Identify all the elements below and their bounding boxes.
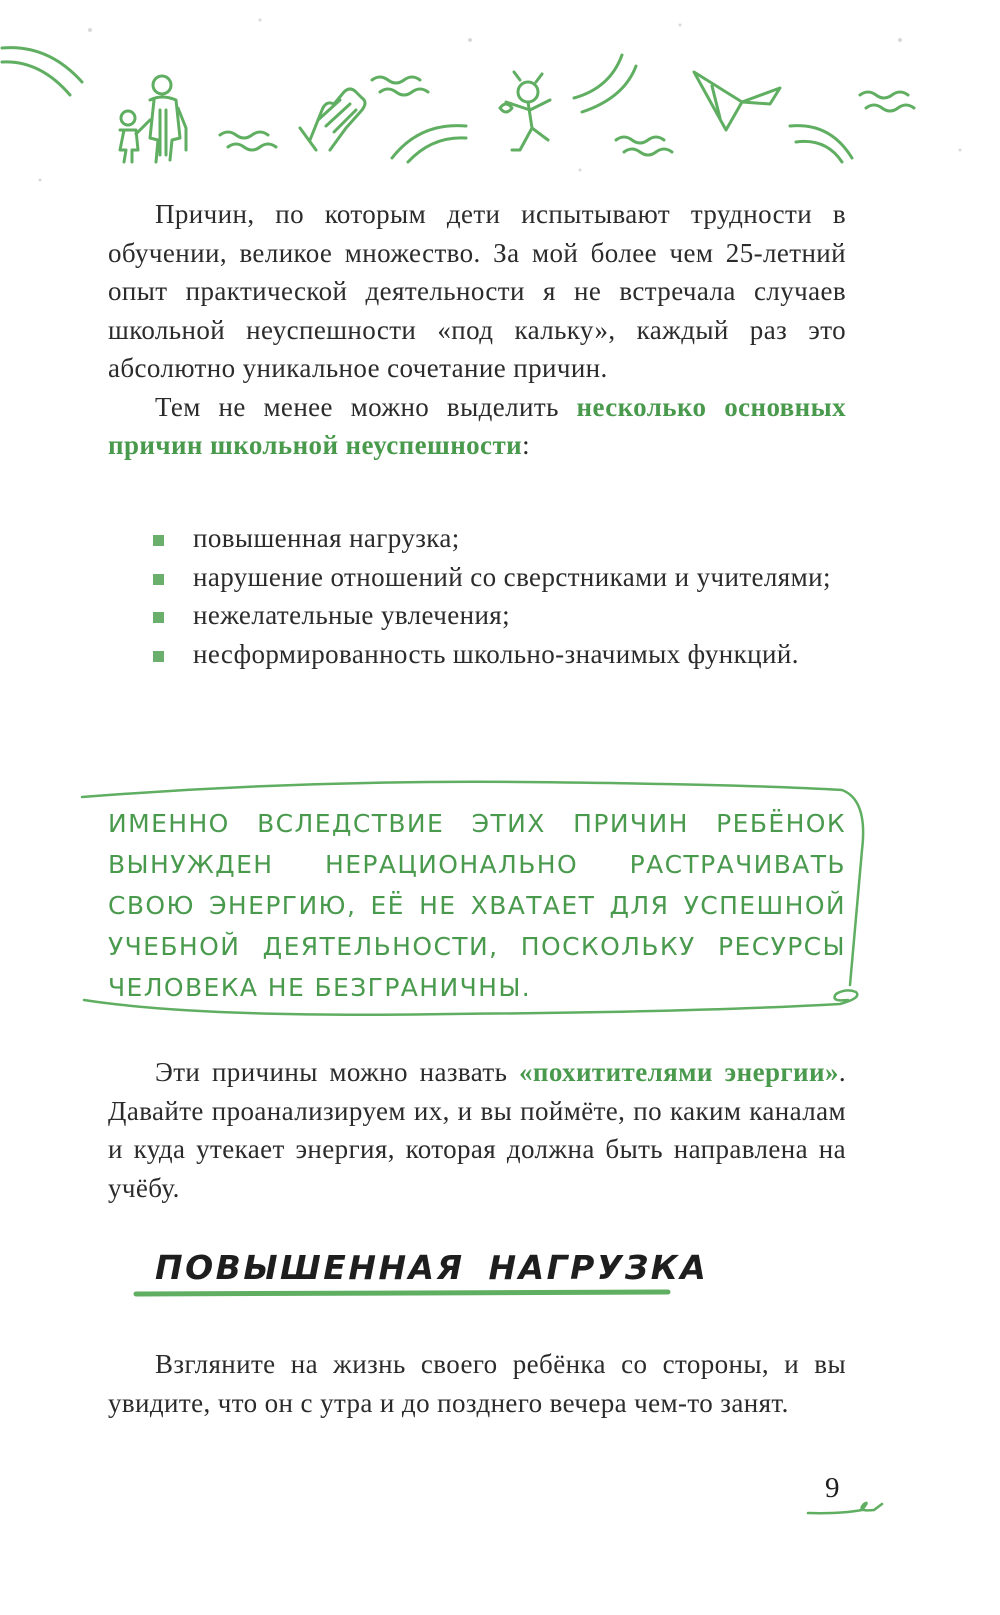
intro-paragraph-1: Причин, по которым дети испытывают трудности в обучении, великое множество. За мой более чем 25-летний опыт практической деятельности я не встречала случаев школьной неуспешности «под кальку», каждый раз это абсолютно уникальное сочетание причин. [108,199,846,383]
dancing-child-icon [500,72,550,150]
bullet-icon [153,535,164,546]
intro-paragraph-2-start: Тем не менее можно выделить [155,391,577,422]
wave-icon [372,77,428,95]
wave-icon [860,92,914,111]
list-item: нарушение отношений со сверстниками и учителями; [108,558,846,597]
section-title: ПОВЫШЕННАЯ НАГРУЗКА [155,1248,709,1287]
arc-icon [2,48,82,95]
paper-bird-icon [694,72,780,130]
section-paragraph: Взгляните на жизнь своего ребёнка со стороны, и вы увидите, что он с утра и до позднего вечера чем-то занят. [108,1349,846,1418]
header-illustrations [0,0,1000,200]
hands-icon [300,89,365,150]
arc-icon [574,55,636,112]
arc-icon [790,126,852,162]
wave-icon [220,132,276,150]
intro-paragraph-2-end: : [522,430,530,460]
section-body [108,1345,846,1422]
thieves-paragraph [108,1053,846,1207]
bullet-icon [153,574,164,585]
causes-list-wrapper [108,519,846,673]
list-item: нежелательные увлечения; [108,596,846,635]
bullet-icon [153,612,164,623]
list-item: повышенная нагрузка; [108,519,846,558]
thieves-end: . Давайте проанализируем их, и вы поймёте, по каким каналам и куда утекает энергия, которая должна быть направлена на учёбу. [108,1057,846,1203]
family-icon [120,76,186,162]
bullet-icon [153,651,164,662]
thieves-text [108,1053,846,1207]
intro-paragraph-2 [108,388,846,465]
energy-thieves-highlight: «похитителями энергии» [518,1057,839,1087]
main-causes-highlight: несколько основных причин школьной неуспешности [108,391,846,460]
thieves-start: Эти причины можно назвать [155,1057,519,1087]
wave-icon [616,137,672,155]
intro-text [108,195,846,465]
causes-list [108,519,846,673]
page-number: 9 [825,1472,840,1504]
arc-icon [392,126,466,162]
list-item: несформированность школьно-значимых функций. [108,635,846,674]
callout-text: ИМЕННО ВСЛЕДСТВИЕ ЭТИХ ПРИЧИН РЕБЁНОК ВЫНУЖДЕН НЕРАЦИОНАЛЬНО РАСТРАЧИВАТЬ СВОЮ ЭНЕРГИЮ, ЕЁ НЕ ХВАТАЕТ ДЛЯ УСПЕШНОЙ УЧЕБНОЙ ДЕЯТЕЛЬНОСТИ, ПОСКОЛЬКУ РЕСУРСЫ ЧЕЛОВЕКА НЕ БЕЗГРАНИЧНЫ. [108,809,846,1002]
